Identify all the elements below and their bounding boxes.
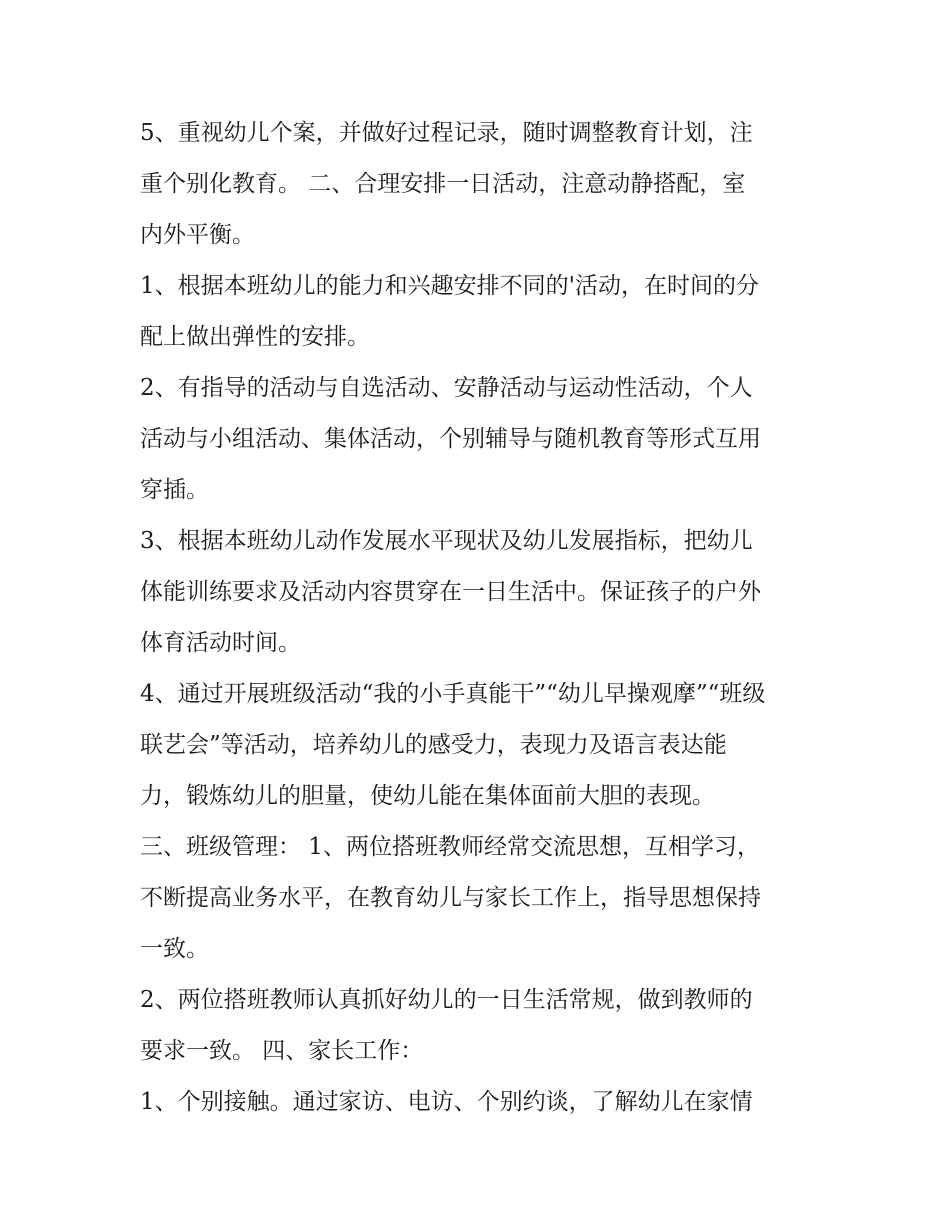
text-line: 1、个别接触。通过家访、电访、个别约谈，了解幼儿在家情 <box>140 1089 753 1115</box>
document-body <box>140 108 820 1128</box>
text-line: 不断提高业务水平，在教育幼儿与家长工作上，指导思想保持 <box>140 885 761 911</box>
text-line: 2、有指导的活动与自选活动、安静活动与运动性活动，个人 <box>140 375 753 401</box>
text-line: 力，锻炼幼儿的胆量，使幼儿能在集体面前大胆的表现。 <box>140 783 715 809</box>
text-line: 3、根据本班幼儿动作发展水平现状及幼儿发展指标，把幼儿 <box>140 528 753 554</box>
text-line: 4、通过开展班级活动“我的小手真能干”“幼儿早操观摩”“班级 <box>140 681 766 707</box>
text-line: 体育活动时间。 <box>140 630 301 656</box>
text-line: 内外平衡。 <box>140 222 255 248</box>
text-line: 要求一致。 四、家长工作： <box>140 1038 424 1064</box>
text-line: 1、根据本班幼儿的能力和兴趣安排不同的'活动，在时间的分 <box>140 273 759 299</box>
text-line: 5、重视幼儿个案，并做好过程记录，随时调整教育计划，注 <box>140 120 753 146</box>
text-line: 重个别化教育。 二、合理安排一日活动，注意动静搭配，室 <box>140 171 746 197</box>
text-line: 配上做出弹性的安排。 <box>140 324 370 350</box>
text-line: 一致。 <box>140 936 209 962</box>
text-line: 2、两位搭班教师认真抓好幼儿的一日生活常规，做到教师的 <box>140 987 753 1013</box>
text-line: 三、班级管理： 1、两位搭班教师经常交流思想，互相学习， <box>140 834 760 860</box>
text-line: 联艺会”等活动，培养幼儿的感受力，表现力及语言表达能 <box>140 732 727 758</box>
text-line: 体能训练要求及活动内容贯穿在一日生活中。保证孩子的户外 <box>140 579 761 605</box>
text-line: 穿插。 <box>140 477 209 503</box>
text-line: 活动与小组活动、集体活动，个别辅导与随机教育等形式互用 <box>140 426 761 452</box>
